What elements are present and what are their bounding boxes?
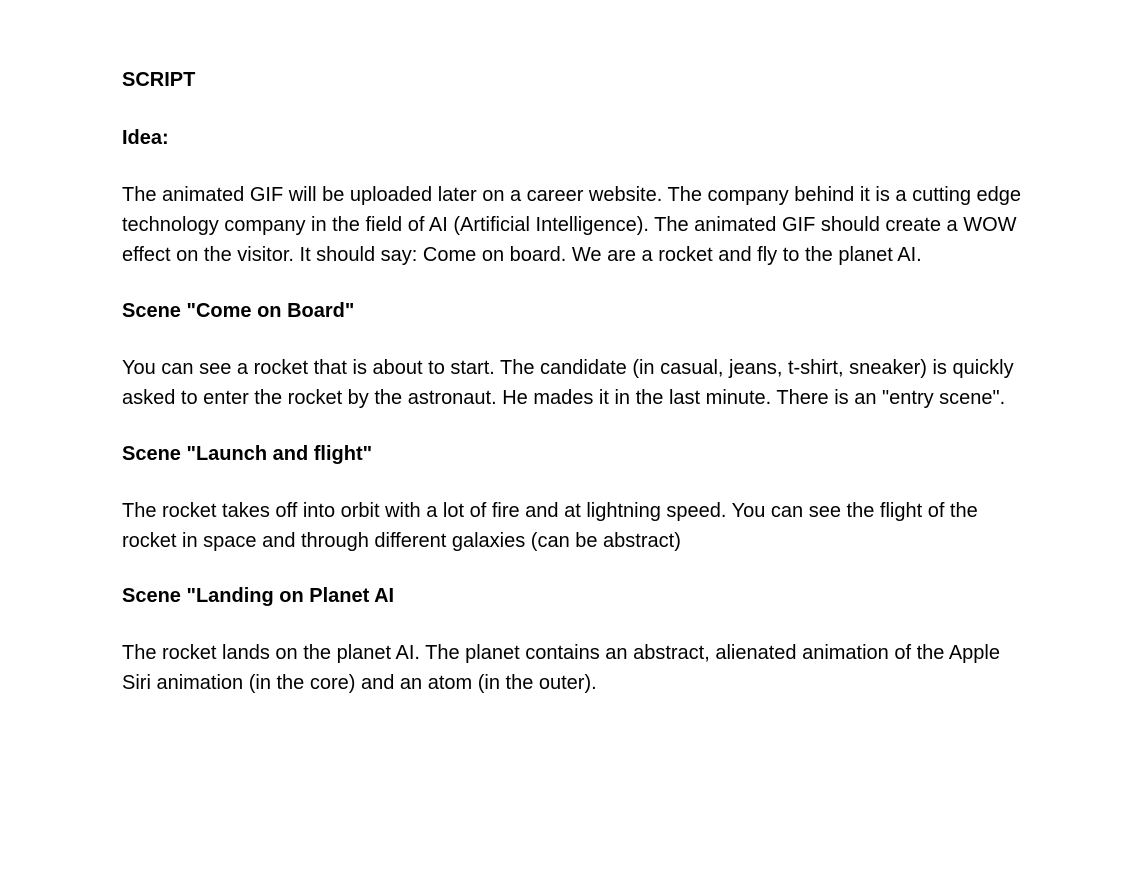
section-heading-come-on-board: Scene "Come on Board" bbox=[122, 300, 355, 322]
section-body-landing-on-planet-ai: The rocket lands on the planet AI. The planet contains an abstract, alienated animation of the Apple Siri animation (in the core) and an atom (in the outer). bbox=[122, 642, 1000, 694]
document-body bbox=[122, 68, 1022, 698]
section-body-idea: The animated GIF will be uploaded later on a career website. The company behind it is a cutting edge technology company in the field of AI (Artificial Intelligence). The animated GIF should create a WOW effect on the visitor. It should say: Come on board. We are a rocket and fly to the planet AI. bbox=[122, 184, 1022, 266]
section-heading-idea: Idea: bbox=[122, 127, 169, 149]
section-heading-landing-on-planet-ai: Scene "Landing on Planet AI bbox=[122, 585, 395, 607]
document-title: SCRIPT bbox=[122, 69, 196, 91]
section-body-launch-and-flight: The rocket takes off into orbit with a lot of fire and at lightning speed. You can see the flight of the rocket in space and through different galaxies (can be abstract) bbox=[122, 500, 978, 552]
section-body-come-on-board: You can see a rocket that is about to start. The candidate (in casual, jeans, t-shirt, sneaker) is quickly asked to enter the rocket by the astronaut. He mades it in the last minute. There is an "entry scene". bbox=[122, 357, 1014, 409]
section-heading-launch-and-flight: Scene "Launch and flight" bbox=[122, 443, 373, 465]
